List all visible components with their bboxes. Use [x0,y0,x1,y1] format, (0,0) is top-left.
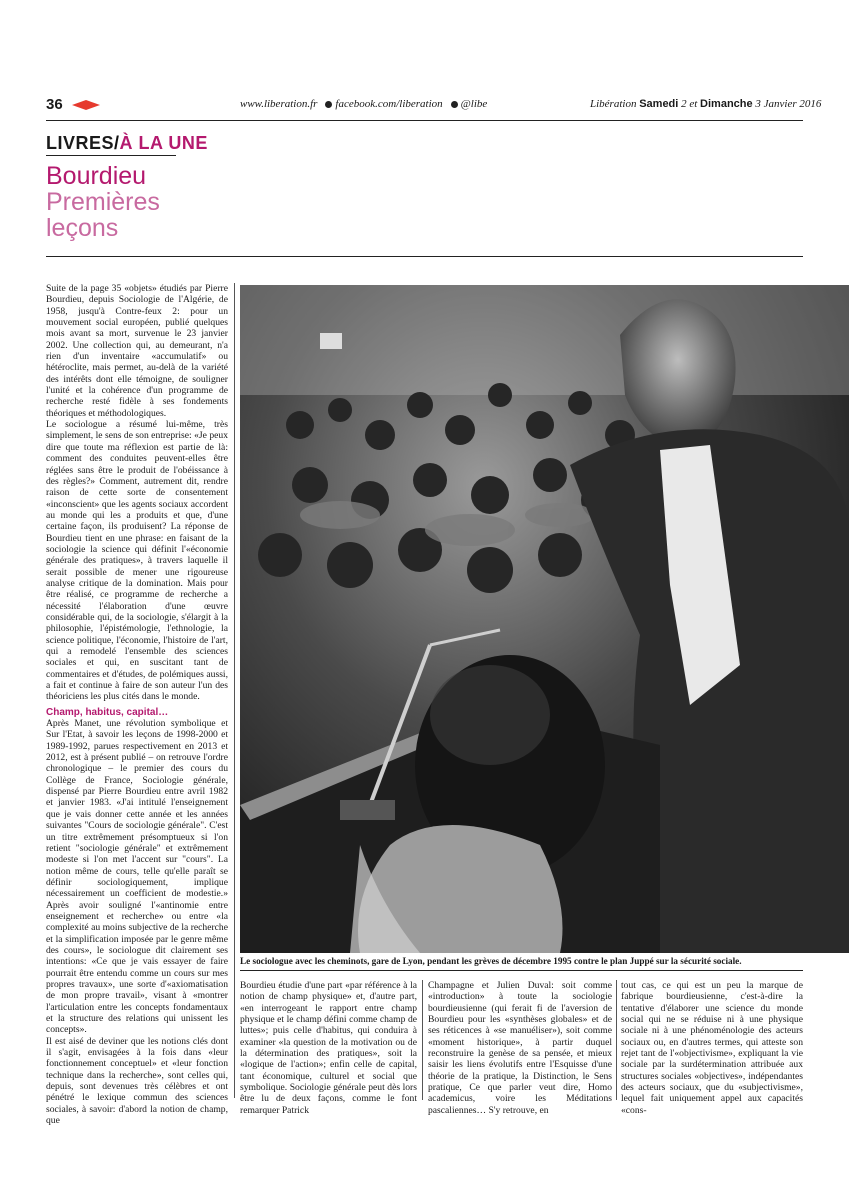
facebook-link[interactable]: facebook.com/liberation [325,98,442,110]
rubric-underline [46,155,176,156]
article-column-1 [46,283,228,1127]
headline-line-2: Premières [46,188,160,216]
caption-rule [240,970,803,971]
headline-line-3: leçons [46,214,119,242]
photo-caption: Le sociologue avec les cheminots, gare de Lyon, pendant les grèves de décembre 1995 contre le plan Juppé sur la sécurité sociale. [240,956,742,966]
twitter-link[interactable]: @libe [451,98,488,110]
issue-date: Libération Samedi 2 et Dimanche 3 Janvier 2016 [590,98,822,110]
paragraph: Suite de la page 35 «objets» étudiés par Pierre Bourdieu, depuis Sociologie de l'Algérie, de 1958, jusqu'à Contre-feux 2: pour un mouvement social européen, publié quelques mois avant sa mort, survenue le 23 janvier 2002. Une collection qui, au demeurant, n'a rien d'un inventaire «accumulatif» ou hétéroclite, mais permet, au-delà de la variété des intérêts dont elle témoigne, de souligner l'unité et la cohérence d'un programme de recherche resté fidèle à ses fondements théoriques et méthodologiques. [46,283,228,419]
article-column-3 [428,980,612,1116]
title-rule [46,256,803,257]
paragraph: Le sociologue a résumé lui-même, très simplement, le sens de son entreprise: «Je peux dire que toute ma réflexion est partie de là: comment des conduites peuvent-elles être réglées sans être le produit de l'obéissance à des règles?» Comment, autrement dit, rendre raison de cette sorte de consentement «inconscient» que les agents sociaux accordent au monde qui les a produits et que, d'une certaine façon, ils produisent? La réponse de Bourdieu tient en une phrase: en faisant de la sociologie la science qui définit l'«économie générale des pratiques», à travers laquelle il serait possible de mener une rigoureuse analyse critique de la domination. Mais pour être réalisé, ce programme de recherche a nécessité l'élaboration d'une œuvre considérable qui, de la sociologie, s'élargit à la philosophie, l'épistémologie, l'ethnologie, la science politique, l'économie, l'histoire de l'art, qui a remodelé l'ensemble des sciences sociales et qui, en suscitant tant de commentaires et d'études, de polémiques aussi, a fait et continue à faire de son auteur l'un des théoriciens les plus cités dans le monde. [46,419,228,703]
article-column-2 [240,980,417,1116]
liberation-lozenge-icon [72,100,100,110]
article-photo [240,285,849,953]
column-divider [422,980,423,1100]
website-link[interactable]: www.liberation.fr [240,98,318,110]
column-divider [616,980,617,1100]
paragraph: Bourdieu étudie d'une part «par référence à la notion de champ physique» et, d'autre part, «en interrogeant le rapport entre champ physique et le champ défini comme champ de luttes»; puis celle d'habitus, qui conduira à examiner «la question de la motivation ou de la détermination des pratiques», soit la «logique de l'action»; enfin celle de capital, tant économique, culturel et social que symbolique. Sociologie générale peut dès lors être lu de deux façons, comme le font remarquer Patrick [240,980,417,1116]
paragraph: tout cas, ce qui est un peu la marque de fabrique bourdieusienne, c'est-à-dire la tentative d'élaborer une science du monde social qui ne se réduise ni à une physique sociale ni à une phénoménologie des acteurs sociaux ou, en d'autres termes, qui atteste son rejet tant de l'«objectivisme», expliquant la vie sociale par la surdétermination attribuée aux structures sociales «objectives», indépendantes des acteurs sociaux, que du «subjectivisme», lequel fait uniquement appel aux capacités «cons- [621,980,803,1116]
article-column-4 [621,980,803,1116]
paragraph: Il est aisé de deviner que les notions clés dont il s'agit, envisagées à la fois dans «leur fonctionnement conceptuel» et «leur fonction technique dans la recherche», sont celles qui, depuis, sont devenues très célèbres et ont pénétré le lexique commun des sciences sociales, à savoir: d'abord la notion de champ, que [46,1035,228,1127]
paragraph: Après Manet, une révolution symbolique et Sur l'Etat, à savoir les leçons de 1998-2000 et 1989-1992, parues respectivement en 2013 et 2012, est à présent publié – on retrouve l'ordre chronologique – le premier des cours du Collège de France, Sociologie générale, dispensé par Pierre Bourdieu entre avril 1982 et janvier 1983. «J'ai intitulé l'enseignement que je vais donner cette année et les années suivantes "Cours de sociologie générale". C'est un titre extrêmement présomptueux si l'on retient "sociologie générale" et extrêmement modeste si l'on met l'accent sur "cours". La notion même de cours, telle qu'elle paraît se définir sociologiquement, implique nécessairement un coefficient de modestie.» Après avoir souligné l'«antinomie entre enseignement et recherche» ou entre «la complexité au moins subjective de la recherche et la simplification imposée par le genre même des cours», le sociologue dit clairement ses intentions: «Ce que je vais essayer de faire pourrait être entendu comme un cours sur mes propres travaux», une sorte d'«axiomatisation de mon propre travail», visant à «montrer l'articulation entre les concepts fondamentaux et la structure des relations qui unissent les concepts». [46,718,228,1036]
photo-strikers-meeting [240,285,849,953]
paragraph: Champagne et Julien Duval: soit comme «introduction» à toute la sociologie bourdieusienne (qui ferait fi de l'aversion de Bourdieu pour les «synthèses globales» et de ses réticences à «se manuéliser»), soit comme «moment historique», à partir duquel reconstruire la genèse de sa pensée, et mieux saisir les liens évolutifs entre l'Esquisse d'une théorie de la pratique, la Distinction, le Sens pratique, Ce que parler veut dire, Homo academicus, voire les Méditations pascaliennes… S'y retrouve, en [428,980,612,1116]
facebook-icon [325,101,332,108]
section-rubric: LIVRES/À LA UNE [46,133,208,153]
page-number: 36 [46,96,63,113]
twitter-icon [451,101,458,108]
column-divider [234,283,235,1098]
headline-line-1: Bourdieu [46,162,147,190]
header-rule [46,120,803,121]
header-links [240,98,487,110]
subheading: Champ, habitus, capital… [46,706,169,718]
